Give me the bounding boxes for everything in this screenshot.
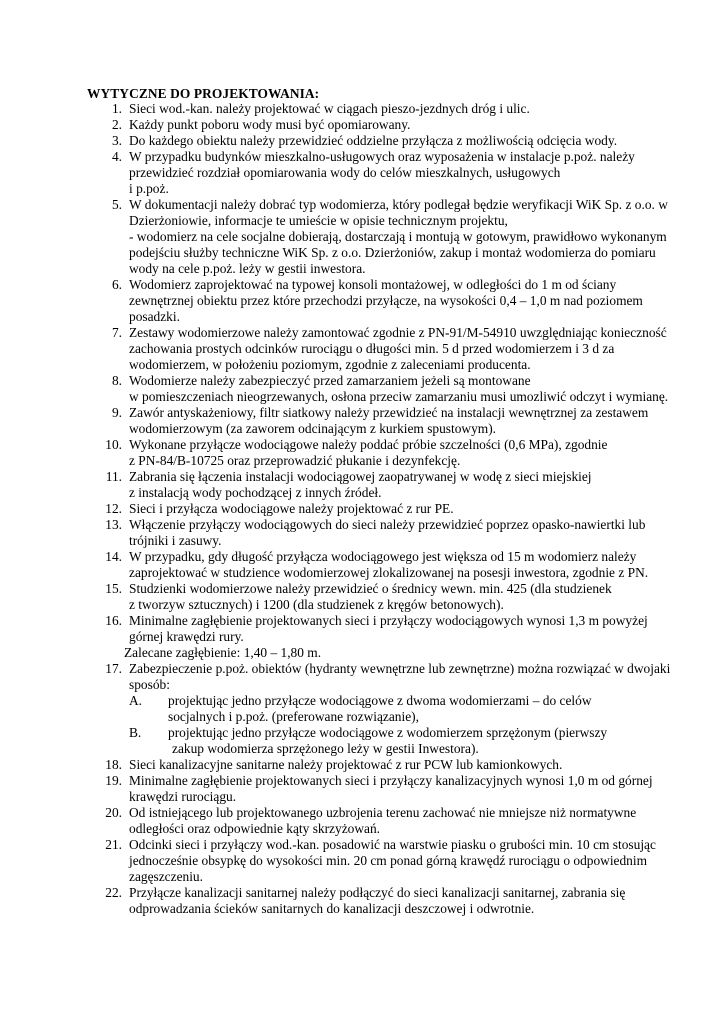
list-item: [95, 437, 685, 469]
list-item: [95, 805, 685, 837]
item-text-line: Przyłącze kanalizacji sanitarnej należy podłączyć do sieci kanalizacji sanitarnej, zabrania się: [129, 885, 626, 900]
item-text-line: wodomierzowym (za zaworem odcinającym z kurkiem spustowym).: [129, 421, 497, 436]
item-text-line: przewidzieć rozdział opomiarowania wody do celów mieszkalnych, usługowych: [129, 165, 561, 180]
item-number: 5.: [111, 197, 122, 212]
item-text-line: z tworzyw sztucznych) i 1200 (dla studzienek z kręgów betonowych).: [129, 597, 504, 612]
item-number: 19.: [105, 773, 122, 788]
item-number: 16.: [105, 613, 122, 628]
item-number: 18.: [105, 757, 122, 772]
item-number: 21.: [105, 837, 122, 852]
item-number: 14.: [105, 549, 122, 564]
list-item: [95, 613, 685, 661]
item-number: 15.: [105, 581, 122, 596]
item-text-line: Zestawy wodomierzowe należy zamontować zgodnie z PN-91/M-54910 uwzględniając konieczność: [129, 325, 667, 340]
list-item: [95, 757, 685, 773]
list-item: [95, 885, 685, 917]
list-item: [95, 277, 685, 325]
item-text-line: Odcinki sieci i przyłączy wod.-kan. posadowić na warstwie piasku o grubości min. 10 cm stosując: [129, 837, 656, 852]
item-text-line: wodomierzem, w położeniu poziomym, zgodnie z zaleceniami producenta.: [129, 357, 531, 372]
subitem-text: projektując jedno przyłącze wodociągowe z dwoma wodomierzami – do celów: [168, 693, 592, 708]
item-text-line: odprowadzania ścieków sanitarnych do kanalizacji deszczowej i odwrotnie.: [129, 901, 535, 916]
item-text-line: W dokumentacji należy dobrać typ wodomierza, który podlegał będzie weryfikacji WiK Sp. z o.o. w: [129, 197, 668, 212]
list-item: [95, 549, 685, 581]
item-number: 12.: [105, 501, 122, 516]
item-text-line: - wodomierz na cele socjalne dobierają, dostarczają i montują w gotowym, prawidłowo wykonanym: [129, 229, 667, 244]
item-text-line: Wykonane przyłącze wodociągowe należy poddać próbie szczelności (0,6 MPa), zgodnie: [129, 437, 608, 452]
item-text-line: Zabrania się łączenia instalacji wodociągowej zaopatrywanej w wodę z sieci miejskiej: [129, 469, 592, 484]
item-number: 22.: [105, 885, 122, 900]
item-text-line: W przypadku, gdy długość przyłącza wodociągowego jest większa od 15 m wodomierz należy: [129, 549, 637, 564]
item-text-line: krawędzi rurociągu.: [129, 789, 237, 804]
item-text-line: Do każdego obiektu należy przewidzieć oddzielne przyłącza z możliwością odcięcia wody.: [129, 133, 618, 148]
item-text-line: Włączenie przyłączy wodociągowych do sieci należy przewidzieć poprzez opasko-nawiertki lub: [129, 517, 646, 532]
item-text-line: Dzierżoniowie, informacje te umieście w opisie technicznym projektu,: [129, 213, 508, 228]
subitem-label: B.: [129, 725, 142, 740]
item-text-line: zaprojektować w studzience wodomierzowej zlokalizowanej na posesji inwestora, zgodnie z PN.: [129, 565, 649, 580]
item-text-line: wody na cele p.poż. leży w gestii inwestora.: [129, 261, 366, 276]
item-text-line: Wodomierze należy zabezpieczyć przed zamarzaniem jeżeli są montowane: [129, 373, 531, 388]
list-item: [95, 773, 685, 805]
subitem-text: projektując jedno przyłącze wodociągowe z wodomierzem sprzężonym (pierwszy: [168, 725, 608, 740]
item-text-line: odległości oraz odpowiednie kąty skrzyżowań.: [129, 821, 380, 836]
item-text-line: Studzienki wodomierzowe należy przewidzieć o średnicy wewn. min. 425 (dla studzienek: [129, 581, 612, 596]
item-text-line: zachowania prostych odcinków rurociągu o długości min. 5 d przed wodomierzem i 3 d za: [129, 341, 615, 356]
subitem-text-line: zakup wodomierza sprzężonego leży w gestii Inwestora).: [172, 741, 479, 756]
list-item: [95, 469, 685, 501]
list-item: [95, 133, 685, 149]
item-text-line: Sieci wod.-kan. należy projektować w ciągach pieszo-jezdnych dróg i ulic.: [129, 101, 530, 116]
guidelines-list: [95, 101, 685, 917]
list-item: [95, 517, 685, 549]
item-number: 8.: [111, 373, 122, 388]
subitem-line: [129, 693, 685, 709]
item-number: 6.: [111, 277, 122, 292]
list-item: [95, 837, 685, 885]
list-item: [95, 101, 685, 117]
item-text-line: W przypadku budynków mieszkalno-usługowych oraz wyposażenia w instalacje p.poż. należy: [129, 149, 635, 164]
item-text-line: i p.poż.: [129, 181, 169, 196]
list-item: [95, 373, 685, 405]
item-text-line: posadzki.: [129, 309, 180, 324]
list-item: [95, 325, 685, 373]
item-text-line: Minimalne zagłębienie projektowanych sieci i przyłączy wodociągowych wynosi 1,3 m powyżej: [129, 613, 648, 628]
item-number: 2.: [111, 117, 122, 132]
list-item: [95, 661, 685, 757]
item-text-line: Sieci kanalizacyjne sanitarne należy projektować z rur PCW lub kamionkowych.: [129, 757, 563, 772]
item-text-line: Od istniejącego lub projektowanego uzbrojenia terenu zachować nie mniejsze niż normatywne: [129, 805, 637, 820]
item-number: 7.: [111, 325, 122, 340]
item-text-line: zewnętrznej obiektu przez które przechodzi przyłącze, na wysokości 0,4 – 1,0 m nad poziomem: [129, 293, 643, 308]
item-text-line: Zabezpieczenie p.poż. obiektów (hydranty wewnętrzne lub zewnętrzne) można rozwiązać w dwojaki: [129, 661, 671, 676]
item-number: 3.: [111, 133, 122, 148]
list-item: [95, 197, 685, 277]
list-item: [95, 117, 685, 133]
item-text-line: trójniki i zasuwy.: [129, 533, 222, 548]
item-text-line: Sieci i przyłącza wodociągowe należy projektować z rur PE.: [129, 501, 454, 516]
item-number: 20.: [105, 805, 122, 820]
item-text-line: Każdy punkt poboru wody musi być opomiarowany.: [129, 117, 411, 132]
subitem-line: [129, 725, 685, 741]
item-text-line: Zawór antyskażeniowy, filtr siatkowy należy przewidzieć na instalacji wewnętrznej za zestawem: [129, 405, 649, 420]
list-item: [95, 149, 685, 197]
item-number: 17.: [105, 661, 122, 676]
list-item: [95, 581, 685, 613]
item-text-line: sposób:: [129, 677, 170, 692]
item-text-line: zagęszczeniu.: [129, 869, 203, 884]
item-number: 9.: [111, 405, 122, 420]
item-text-line: Wodomierz zaprojektować na typowej konsoli montażowej, w odległości do 1 m od ściany: [129, 277, 617, 292]
item-text-line: jednocześnie obsypkę do wysokości min. 20 cm ponad górną krawędź rurociągu o odpowiednim: [129, 853, 648, 868]
document-title: WYTYCZNE DO PROJEKTOWANIA:: [87, 86, 320, 101]
item-number: 11.: [105, 469, 122, 484]
item-text-line: górnej krawędzi rury.: [129, 629, 244, 644]
list-item: [95, 501, 685, 517]
item-note-line: Zalecane zagłębienie: 1,40 – 1,80 m.: [124, 645, 322, 660]
subitem-label: A.: [129, 693, 143, 708]
item-number: 10.: [105, 437, 122, 452]
item-number: 1.: [111, 101, 122, 116]
item-text-line: z instalacją wody pochodzącej z innych źródeł.: [129, 485, 382, 500]
item-number: 4.: [111, 149, 122, 164]
item-text-line: z PN-84/B-10725 oraz przeprowadzić płukanie i dezynfekcję.: [129, 453, 461, 468]
subitem-text-line: socjalnych i p.poż. (preferowane rozwiązanie),: [168, 709, 419, 724]
item-number: 13.: [105, 517, 122, 532]
item-text-line: podejściu służby techniczne WiK Sp. z o.o. Dzierżoniów, zakup i montaż wodomierza do pomiaru: [129, 245, 656, 260]
item-text-line: Minimalne zagłębienie projektowanych sieci i przyłączy kanalizacyjnych wynosi 1,0 m od górnej: [129, 773, 653, 788]
item-text-line: w pomieszczeniach nieogrzewanych, osłona przeciw zamarzaniu musi umozliwić odczyt i wymianę.: [129, 389, 669, 404]
list-item: [95, 405, 685, 437]
